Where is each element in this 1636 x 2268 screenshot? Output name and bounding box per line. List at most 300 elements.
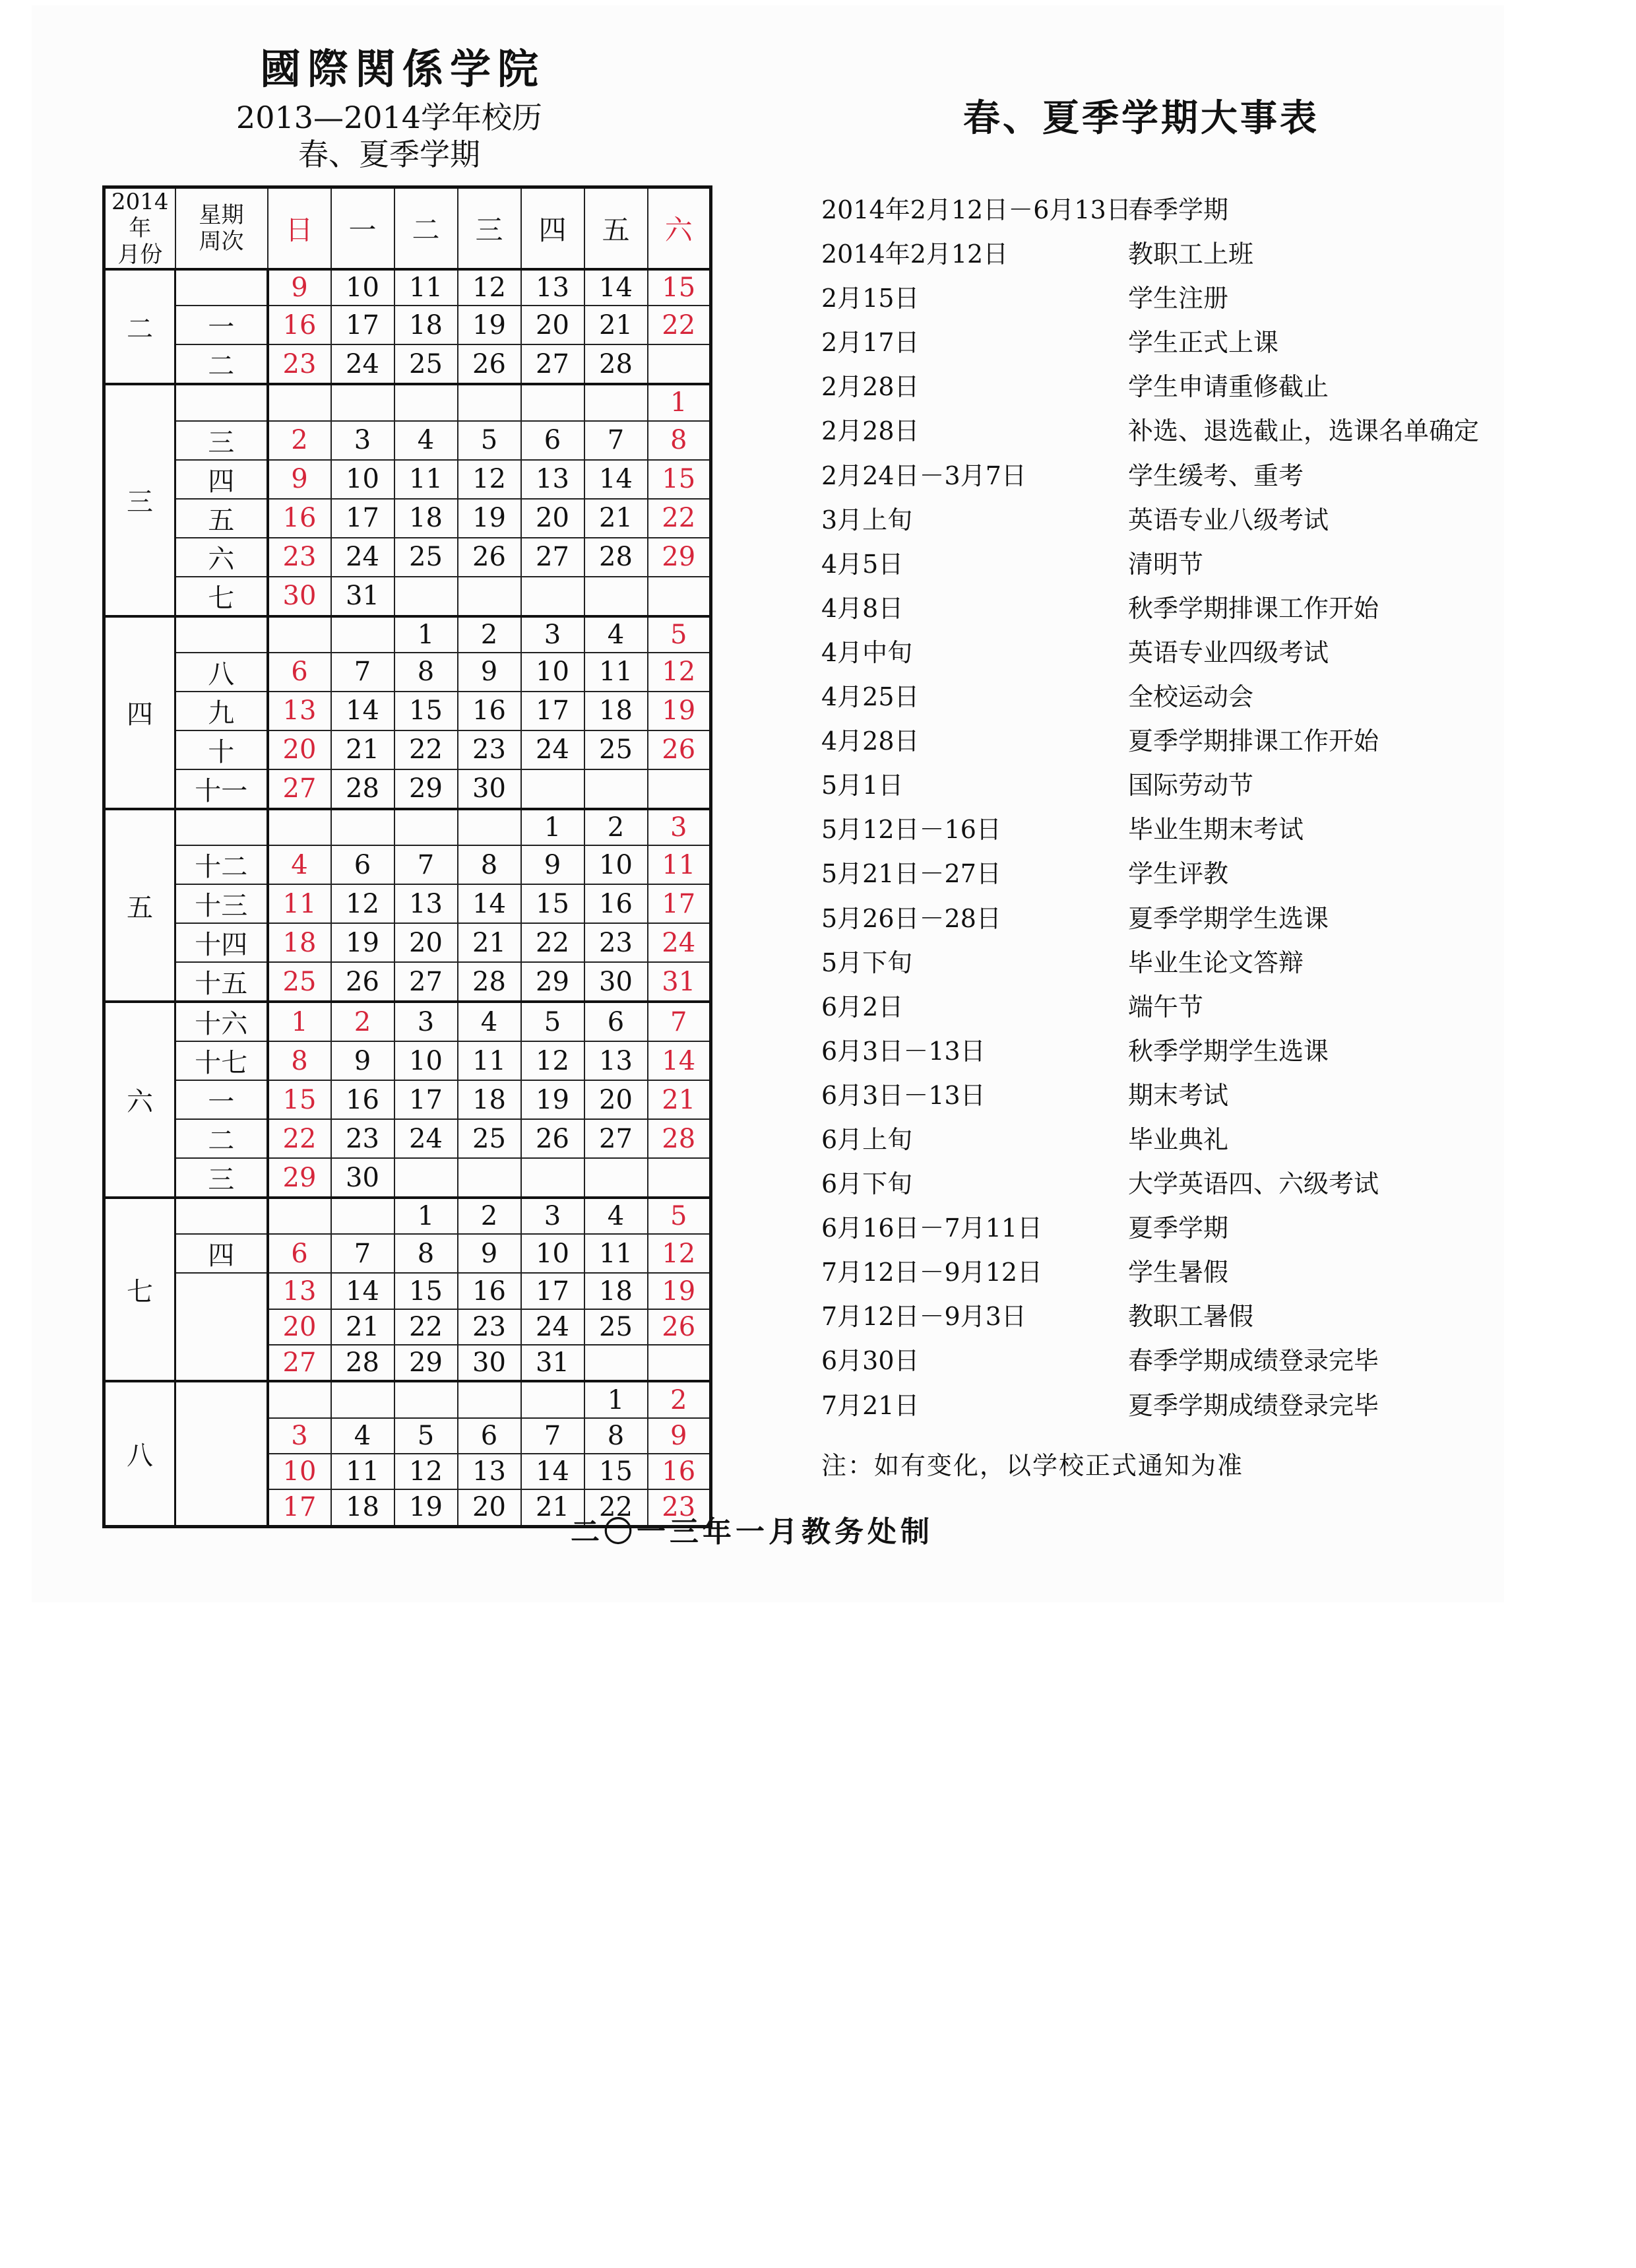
day-cell: 5: [458, 421, 521, 460]
event-name: 学生正式上课: [1128, 328, 1279, 358]
day-cell: 6: [458, 1418, 521, 1454]
day-cell: 18: [584, 692, 648, 730]
day-cell: 1: [648, 384, 711, 420]
calendar-week-row: [104, 769, 711, 809]
day-cell: 24: [521, 730, 584, 769]
day-cell: [584, 384, 648, 420]
day-cell: 21: [331, 730, 394, 769]
day-cell: [521, 577, 584, 616]
day-cell: 22: [584, 1489, 648, 1526]
week-number: [175, 616, 268, 653]
day-cell: 8: [394, 653, 458, 692]
day-cell: 16: [458, 692, 521, 730]
calendar-week-row: [104, 460, 711, 499]
day-header-tue: 二: [394, 187, 458, 270]
month-label: 六: [104, 1002, 175, 1198]
event-date: 2014年2月12日: [821, 240, 1009, 269]
event-row: [821, 1295, 1521, 1339]
day-cell: 18: [331, 1489, 394, 1526]
calendar-table: [102, 185, 712, 1528]
calendar-week-row: [104, 1002, 711, 1041]
day-header-wed: 三: [458, 187, 521, 270]
day-cell: 3: [648, 809, 711, 845]
event-name: 期末考试: [1128, 1080, 1229, 1110]
day-cell: 12: [648, 653, 711, 692]
day-cell: 30: [331, 1158, 394, 1198]
day-cell: 6: [268, 1234, 331, 1273]
event-date: 2月28日: [821, 372, 920, 402]
week-number: [175, 269, 268, 306]
day-cell: 26: [648, 1309, 711, 1345]
day-cell: 27: [584, 1119, 648, 1158]
day-cell: 6: [521, 421, 584, 460]
calendar-week-row: [104, 809, 711, 845]
calendar-week-row: [104, 421, 711, 460]
day-cell: [268, 1381, 331, 1417]
day-cell: 17: [521, 1273, 584, 1309]
day-cell: [648, 344, 711, 384]
event-date: 5月26日－28日: [821, 903, 1001, 933]
day-cell: [521, 1381, 584, 1417]
week-number: 十三: [175, 884, 268, 923]
week-number: 十五: [175, 962, 268, 1002]
week-number: 十二: [175, 845, 268, 884]
event-name: 夏季学期排课工作开始: [1128, 727, 1379, 756]
day-cell: 27: [521, 344, 584, 384]
event-row: [821, 188, 1521, 232]
day-cell: 13: [268, 1273, 331, 1309]
event-date: 5月21日－27日: [821, 859, 1001, 889]
day-cell: 15: [394, 692, 458, 730]
day-cell: 7: [331, 1234, 394, 1273]
event-date: 4月中旬: [821, 637, 913, 667]
day-cell: 16: [268, 306, 331, 344]
day-cell: 19: [648, 1273, 711, 1309]
day-cell: 18: [394, 499, 458, 538]
day-cell: [458, 809, 521, 845]
day-cell: 11: [584, 1234, 648, 1273]
day-cell: 10: [331, 269, 394, 306]
event-date: 6月3日－13日: [821, 1080, 986, 1110]
events-list: [821, 188, 1521, 1428]
day-cell: 23: [458, 1309, 521, 1345]
event-name: 补选、退选截止，选课名单确定: [1128, 416, 1480, 446]
event-row: [821, 808, 1521, 852]
day-cell: 27: [268, 769, 331, 809]
day-cell: 11: [331, 1454, 394, 1489]
day-cell: 13: [458, 1454, 521, 1489]
day-cell: 1: [394, 1198, 458, 1234]
day-cell: [584, 769, 648, 809]
calendar-week-row: [104, 384, 711, 420]
calendar-week-row: [104, 1273, 711, 1309]
calendar-header-row: [104, 187, 711, 270]
day-cell: 2: [584, 809, 648, 845]
day-cell: 14: [584, 269, 648, 306]
day-cell: 7: [394, 845, 458, 884]
day-cell: 15: [584, 1454, 648, 1489]
event-name: 毕业典礼: [1128, 1124, 1229, 1154]
week-number: 三: [175, 1158, 268, 1198]
month-label: 五: [104, 809, 175, 1002]
day-cell: 17: [331, 499, 394, 538]
event-name: 学生申请重修截止: [1128, 372, 1329, 402]
day-cell: 10: [394, 1041, 458, 1080]
day-cell: 24: [394, 1119, 458, 1158]
day-cell: 2: [458, 1198, 521, 1234]
week-number: [175, 1381, 268, 1526]
day-cell: 24: [648, 923, 711, 962]
calendar-week-row: [104, 1234, 711, 1273]
event-name: 夏季学期学生选课: [1128, 903, 1329, 933]
day-cell: 17: [268, 1489, 331, 1526]
event-date: 4月5日: [821, 549, 904, 579]
day-cell: 8: [648, 421, 711, 460]
day-cell: 25: [268, 962, 331, 1002]
day-cell: 16: [458, 1273, 521, 1309]
event-date: 6月2日: [821, 992, 904, 1021]
day-cell: 25: [394, 538, 458, 577]
calendar-week-row: [104, 269, 711, 306]
event-name: 夏季学期成绩登录完毕: [1128, 1390, 1379, 1420]
event-row: [821, 409, 1521, 453]
week-header-bottom: 周次: [199, 228, 244, 255]
day-cell: [394, 1158, 458, 1198]
month-label: 三: [104, 384, 175, 616]
day-cell: [648, 1158, 711, 1198]
day-cell: 7: [521, 1418, 584, 1454]
day-cell: 16: [268, 499, 331, 538]
day-cell: 20: [458, 1489, 521, 1526]
day-cell: 14: [331, 1273, 394, 1309]
event-date: 4月25日: [821, 682, 920, 712]
day-cell: 26: [648, 730, 711, 769]
day-cell: 29: [648, 538, 711, 577]
day-cell: 20: [521, 306, 584, 344]
day-cell: 20: [268, 730, 331, 769]
day-cell: 4: [584, 616, 648, 653]
day-cell: [521, 769, 584, 809]
day-cell: 23: [648, 1489, 711, 1526]
event-name: 英语专业八级考试: [1128, 505, 1329, 535]
day-cell: 11: [584, 653, 648, 692]
day-cell: 16: [584, 884, 648, 923]
calendar-title: 2013—2014学年校历: [236, 100, 543, 135]
calendar-week-row: [104, 616, 711, 653]
week-number: 三: [175, 421, 268, 460]
calendar-week-row: [104, 306, 711, 344]
day-header-sun: 日: [268, 187, 331, 270]
event-date: 7月12日－9月12日: [821, 1258, 1043, 1287]
day-cell: 22: [648, 499, 711, 538]
event-row: [821, 498, 1521, 542]
day-cell: 11: [458, 1041, 521, 1080]
month-label: 八: [104, 1381, 175, 1526]
event-name: 春季学期: [1128, 195, 1229, 224]
week-number: 五: [175, 499, 268, 538]
day-cell: 9: [458, 653, 521, 692]
day-cell: 9: [648, 1418, 711, 1454]
day-cell: 29: [268, 1158, 331, 1198]
event-row: [821, 852, 1521, 896]
day-cell: 13: [584, 1041, 648, 1080]
event-name: 学生暑假: [1128, 1258, 1229, 1287]
event-date: 6月16日－7月11日: [821, 1214, 1043, 1243]
day-cell: 19: [458, 306, 521, 344]
day-cell: [458, 1158, 521, 1198]
day-cell: [331, 809, 394, 845]
day-cell: 20: [394, 923, 458, 962]
day-cell: [584, 1158, 648, 1198]
day-cell: 3: [268, 1418, 331, 1454]
day-cell: 10: [331, 460, 394, 499]
day-cell: 22: [268, 1119, 331, 1158]
day-cell: [394, 1381, 458, 1417]
day-cell: 26: [458, 344, 521, 384]
calendar-subtitle: 春、夏季学期: [298, 137, 480, 172]
day-cell: 31: [521, 1345, 584, 1381]
day-cell: 11: [268, 884, 331, 923]
day-cell: 15: [394, 1273, 458, 1309]
day-cell: 18: [394, 306, 458, 344]
event-name: 清明节: [1128, 549, 1204, 579]
calendar-week-row: [104, 1119, 711, 1158]
day-cell: 22: [521, 923, 584, 962]
week-number: 七: [175, 577, 268, 616]
day-cell: [394, 577, 458, 616]
day-cell: [394, 809, 458, 845]
day-cell: 19: [394, 1489, 458, 1526]
event-date: 5月下旬: [821, 948, 913, 977]
day-cell: 5: [648, 1198, 711, 1234]
day-cell: 29: [521, 962, 584, 1002]
calendar-week-row: [104, 1198, 711, 1234]
day-cell: 11: [394, 269, 458, 306]
calendar-week-row: [104, 499, 711, 538]
event-name: 教职工上班: [1128, 240, 1254, 269]
day-cell: 22: [394, 730, 458, 769]
calendar-week-row: [104, 538, 711, 577]
day-cell: 7: [331, 653, 394, 692]
event-name: 国际劳动节: [1128, 771, 1254, 800]
week-number: 六: [175, 538, 268, 577]
day-cell: 10: [521, 1234, 584, 1273]
day-cell: [331, 1198, 394, 1234]
week-number: 十: [175, 730, 268, 769]
day-cell: 18: [268, 923, 331, 962]
day-cell: 28: [584, 538, 648, 577]
day-header-thu: 四: [521, 187, 584, 270]
day-header-mon: 一: [331, 187, 394, 270]
day-cell: 19: [521, 1080, 584, 1119]
calendar-week-row: [104, 1080, 711, 1119]
event-name: 学生评教: [1128, 859, 1229, 889]
day-cell: 6: [331, 845, 394, 884]
day-cell: 25: [394, 344, 458, 384]
footer-text: 二〇一三年一月教务处制: [571, 1515, 933, 1549]
calendar-week-row: [104, 845, 711, 884]
week-number: 一: [175, 306, 268, 344]
calendar-week-row: [104, 923, 711, 962]
day-cell: 6: [584, 1002, 648, 1041]
day-cell: 3: [394, 1002, 458, 1041]
day-cell: 2: [648, 1381, 711, 1417]
event-date: 5月1日: [821, 771, 904, 800]
day-cell: 8: [394, 1234, 458, 1273]
day-cell: 25: [584, 730, 648, 769]
day-cell: 18: [584, 1273, 648, 1309]
day-cell: [458, 577, 521, 616]
day-cell: [521, 384, 584, 420]
day-cell: 30: [458, 769, 521, 809]
day-cell: 28: [458, 962, 521, 1002]
day-cell: [268, 809, 331, 845]
event-row: [821, 1162, 1521, 1206]
week-header-top: 星期: [199, 202, 244, 228]
day-cell: 2: [458, 616, 521, 653]
day-cell: 21: [521, 1489, 584, 1526]
week-number: [175, 809, 268, 845]
day-cell: 1: [521, 809, 584, 845]
calendar-week-row: [104, 577, 711, 616]
day-cell: 27: [394, 962, 458, 1002]
calendar-title-block: [191, 99, 587, 173]
day-cell: 12: [394, 1454, 458, 1489]
day-cell: 10: [268, 1454, 331, 1489]
day-cell: 9: [331, 1041, 394, 1080]
event-date: 4月28日: [821, 727, 920, 756]
event-name: 夏季学期: [1128, 1214, 1229, 1243]
week-number: [175, 1198, 268, 1234]
calendar-week-row: [104, 653, 711, 692]
day-cell: 4: [394, 421, 458, 460]
day-cell: 30: [458, 1345, 521, 1381]
event-date: 3月上旬: [821, 505, 913, 535]
week-number: 二: [175, 344, 268, 384]
day-cell: 28: [584, 344, 648, 384]
day-cell: 21: [584, 306, 648, 344]
month-label: 七: [104, 1198, 175, 1381]
month-header-year: 2014年: [111, 189, 169, 242]
event-row: [821, 763, 1521, 808]
day-cell: 24: [521, 1309, 584, 1345]
day-cell: 29: [394, 1345, 458, 1381]
event-row: [821, 276, 1521, 321]
day-cell: 9: [458, 1234, 521, 1273]
day-cell: 20: [268, 1309, 331, 1345]
day-cell: 13: [268, 692, 331, 730]
day-cell: 13: [394, 884, 458, 923]
day-cell: [648, 1345, 711, 1381]
day-cell: 8: [268, 1041, 331, 1080]
day-cell: [521, 1158, 584, 1198]
day-cell: 13: [521, 460, 584, 499]
day-cell: 13: [521, 269, 584, 306]
day-cell: 25: [458, 1119, 521, 1158]
day-cell: 24: [331, 538, 394, 577]
event-date: 2月28日: [821, 416, 920, 446]
calendar-week-row: [104, 344, 711, 384]
day-cell: 8: [458, 845, 521, 884]
day-cell: 11: [394, 460, 458, 499]
day-cell: 15: [648, 269, 711, 306]
day-cell: 22: [648, 306, 711, 344]
day-cell: 5: [521, 1002, 584, 1041]
day-cell: 28: [331, 769, 394, 809]
day-cell: 12: [521, 1041, 584, 1080]
day-cell: 7: [584, 421, 648, 460]
day-cell: 28: [331, 1345, 394, 1381]
day-cell: 17: [394, 1080, 458, 1119]
day-cell: 10: [584, 845, 648, 884]
day-cell: 29: [394, 769, 458, 809]
calendar-week-row: [104, 962, 711, 1002]
event-row: [821, 454, 1521, 498]
day-cell: 8: [584, 1418, 648, 1454]
event-name: 学生注册: [1128, 284, 1229, 313]
day-cell: 22: [394, 1309, 458, 1345]
day-cell: 4: [331, 1418, 394, 1454]
calendar-week-row: [104, 730, 711, 769]
event-row: [821, 1074, 1521, 1118]
day-cell: 23: [268, 344, 331, 384]
month-label: 四: [104, 616, 175, 809]
day-cell: 28: [648, 1119, 711, 1158]
day-cell: 2: [268, 421, 331, 460]
event-row: [821, 1206, 1521, 1250]
day-cell: 21: [458, 923, 521, 962]
event-row: [821, 365, 1521, 409]
week-number: [175, 1273, 268, 1381]
day-cell: 31: [648, 962, 711, 1002]
day-cell: 15: [648, 460, 711, 499]
event-row: [821, 675, 1521, 719]
day-cell: 9: [268, 460, 331, 499]
day-cell: 14: [648, 1041, 711, 1080]
event-date: 2月24日－3月7日: [821, 461, 1026, 490]
event-date: 5月12日－16日: [821, 815, 1001, 845]
day-cell: 15: [521, 884, 584, 923]
month-label: 二: [104, 269, 175, 384]
event-date: 6月30日: [821, 1346, 920, 1376]
day-cell: [268, 1198, 331, 1234]
day-cell: 4: [584, 1198, 648, 1234]
day-cell: 30: [584, 962, 648, 1002]
event-date: 7月21日: [821, 1390, 920, 1420]
event-row: [821, 1384, 1521, 1428]
day-cell: [584, 1345, 648, 1381]
event-row: [821, 1118, 1521, 1162]
day-cell: 23: [268, 538, 331, 577]
day-cell: 21: [584, 499, 648, 538]
day-cell: [458, 1381, 521, 1417]
day-cell: 16: [648, 1454, 711, 1489]
day-cell: 24: [331, 344, 394, 384]
day-cell: 19: [331, 923, 394, 962]
day-cell: 27: [521, 538, 584, 577]
month-column-header: [104, 187, 175, 270]
day-cell: 14: [331, 692, 394, 730]
day-cell: 10: [521, 653, 584, 692]
event-row: [821, 719, 1521, 763]
week-number: 十七: [175, 1041, 268, 1080]
day-cell: 16: [331, 1080, 394, 1119]
week-number: 四: [175, 1234, 268, 1273]
event-date: 6月上旬: [821, 1124, 913, 1154]
day-cell: 3: [521, 1198, 584, 1234]
day-cell: [394, 384, 458, 420]
day-cell: 14: [458, 884, 521, 923]
